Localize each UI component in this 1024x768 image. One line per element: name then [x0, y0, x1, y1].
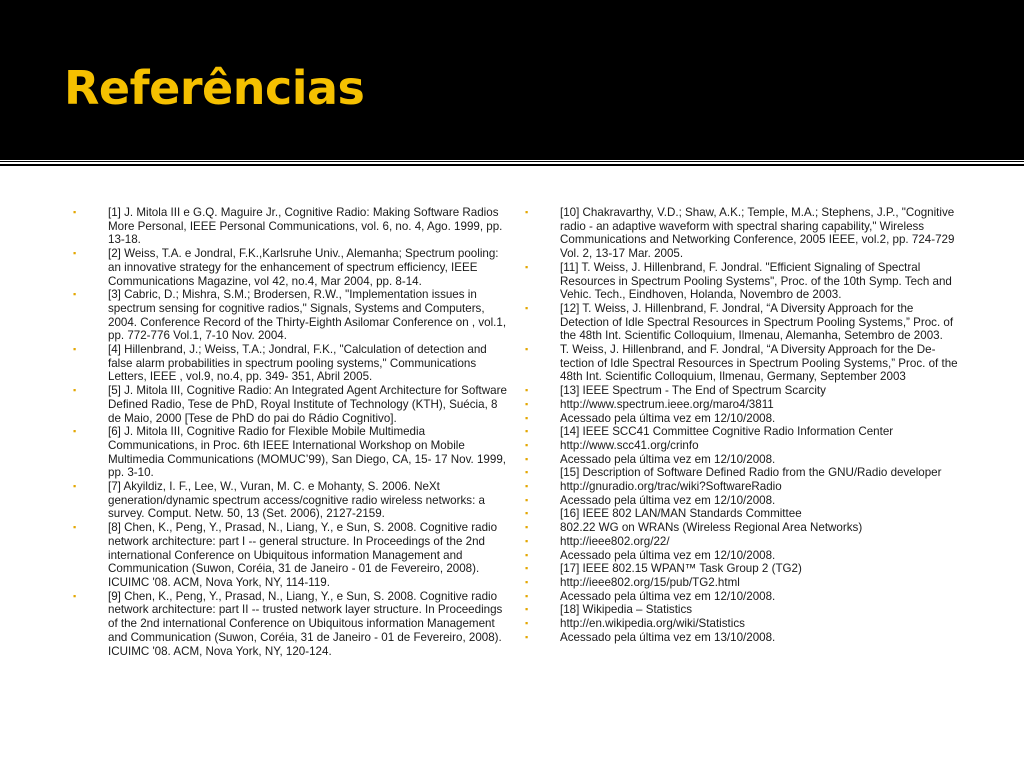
bullet-icon: ▪	[525, 412, 529, 423]
reference-text: [1] J. Mitola III e G.Q. Maguire Jr., Cognitive Radio: Making Software Radios More Personal, IEEE Personal Communications, vol. 6, no. 4, Ago. 1999, pp. 13-18.	[108, 206, 503, 247]
bullet-icon: ▪	[525, 494, 529, 505]
reference-item	[70, 288, 512, 343]
reference-list-left	[70, 206, 512, 658]
reference-text: http://ieee802.org/22/	[560, 534, 670, 548]
bullet-icon: ▪	[525, 439, 529, 450]
bullet-icon: ▪	[525, 618, 529, 629]
reference-item	[522, 439, 964, 453]
reference-text: http://www.scc41.org/crinfo	[560, 438, 699, 452]
reference-item	[522, 562, 964, 576]
reference-text: [7] Akyildiz, I. F., Lee, W., Vuran, M. C. e Mohanty, S. 2006. NeXt generation/dynamic spectrum access/cognitive radio wireless networks: a survey. Comput. Netw. 50, 13 (Set. 2006), 2127-2159.	[108, 480, 485, 521]
reference-text: Acessado pela última vez em 13/10/2008.	[560, 630, 776, 644]
bullet-icon: ▪	[525, 549, 529, 560]
bullet-icon: ▪	[73, 344, 77, 355]
reference-text: http://gnuradio.org/trac/wiki?SoftwareRadio	[560, 480, 782, 494]
reference-text: http://ieee802.org/15/pub/TG2.html	[560, 575, 740, 589]
bullet-icon: ▪	[525, 590, 529, 601]
reference-item	[70, 480, 512, 521]
reference-text: 802.22 WG on WRANs (Wireless Regional Area Networks)	[560, 521, 863, 535]
bullet-icon: ▪	[525, 207, 529, 217]
reference-item	[70, 590, 512, 659]
bullet-icon: ▪	[525, 426, 529, 437]
reference-item	[522, 521, 964, 535]
reference-text: [15] Description of Software Defined Radio from the GNU/Radio developer	[560, 466, 942, 480]
reference-text: Acessado pela última vez em 12/10/2008.	[560, 493, 776, 507]
bullet-icon: ▪	[73, 522, 77, 533]
bullet-icon: ▪	[525, 385, 529, 396]
reference-item	[522, 549, 964, 563]
bullet-icon: ▪	[73, 385, 77, 396]
bullet-icon: ▪	[73, 289, 77, 300]
reference-item	[522, 507, 964, 521]
reference-item	[70, 521, 512, 590]
bullet-icon: ▪	[525, 453, 529, 464]
bullet-icon: ▪	[525, 481, 529, 492]
reference-item	[522, 453, 964, 467]
reference-item	[70, 206, 512, 247]
reference-item	[522, 302, 964, 343]
reference-text: [9] Chen, K., Peng, Y., Prasad, N., Liang, Y., e Sun, S. 2008. Cognitive radio network architecture: part II -- trusted network layer structure. In Proceedings of the 2nd international Conference on Ubiquitous information Management and Communication (Suwon, Coréia, 31 de Janeiro - 01 de Fevereiro, 2008). ICUIMC '08. ACM, Nova York, NY, 120-124.	[108, 589, 503, 658]
reference-text: [5] J. Mitola III, Cognitive Radio: An Integrated Agent Architecture for Software Defined Radio, Tese de PhD, Royal Institute of Technology (KTH), Suécia, 8 de Maio, 2000 [Tese de PhD do pai do Rádio Cognitivo].	[108, 384, 507, 425]
bullet-icon: ▪	[525, 576, 529, 587]
reference-item	[522, 343, 964, 384]
reference-text: Acessado pela última vez em 12/10/2008.	[560, 589, 776, 603]
bullet-icon: ▪	[73, 426, 77, 437]
reference-text: [14] IEEE SCC41 Committee Cognitive Radio Information Center	[560, 425, 894, 439]
reference-item	[522, 494, 964, 508]
references-left-column	[70, 206, 512, 658]
slide-title: Referências	[64, 61, 365, 115]
bullet-icon: ▪	[525, 563, 529, 574]
reference-list-right	[522, 206, 964, 645]
title-divider-thick	[0, 164, 1024, 166]
reference-item	[522, 425, 964, 439]
bullet-icon: ▪	[525, 344, 529, 355]
reference-text: [16] IEEE 802 LAN/MAN Standards Committee	[560, 507, 802, 521]
reference-text: [2] Weiss, T.A. e Jondral, F.K.,Karlsruhe Univ., Alemanha; Spectrum pooling: an innovative strategy for the enhancement of spectrum efficiency, IEEE Communications Magazine, vol 42, no.4, Mar 2004, pp. 8-14.	[108, 247, 499, 288]
references-right-column	[522, 206, 964, 645]
reference-item	[522, 261, 964, 302]
reference-text: Acessado pela última vez em 12/10/2008.	[560, 411, 776, 425]
reference-text: [10] Chakravarthy, V.D.; Shaw, A.K.; Temple, M.A.; Stephens, J.P., "Cognitive radio - an adaptive waveform with spectral sharing capability," Wireless Communications and Networking Conference, 2005 IEEE, vol.2, pp. 724-729 Vol. 2, 13-17 Mar. 2005.	[560, 206, 955, 261]
reference-item	[522, 412, 964, 426]
bullet-icon: ▪	[525, 631, 529, 642]
bullet-icon: ▪	[525, 604, 529, 615]
reference-text: http://en.wikipedia.org/wiki/Statistics	[560, 617, 745, 631]
reference-item	[70, 425, 512, 480]
bullet-icon: ▪	[73, 481, 77, 492]
reference-item	[522, 535, 964, 549]
reference-item	[522, 576, 964, 590]
reference-text: Acessado pela última vez em 12/10/2008.	[560, 548, 776, 562]
reference-item	[70, 384, 512, 425]
bullet-icon: ▪	[73, 207, 77, 217]
reference-item	[522, 480, 964, 494]
reference-item	[522, 384, 964, 398]
title-divider-thin	[0, 161, 1024, 162]
bullet-icon: ▪	[525, 508, 529, 519]
bullet-icon: ▪	[525, 535, 529, 546]
reference-text: [12] T. Weiss, J. Hillenbrand, F. Jondral, “A Diversity Approach for the Detection of Idle Spectral Resources in Spectrum Pooling Systems,” Proc. of the 48th Int. Scientific Colloquium, Ilmenau, Alemanha, Setembro de 2003.	[560, 301, 954, 343]
reference-item	[522, 617, 964, 631]
reference-item	[522, 590, 964, 604]
reference-text: [4] Hillenbrand, J.; Weiss, T.A.; Jondral, F.K., "Calculation of detection and false alarm probabilities in spectrum pooling systems," Communications Letters, IEEE , vol.9, no.4, pp. 349- 351, Abril 2005.	[108, 343, 487, 384]
bullet-icon: ▪	[525, 467, 529, 478]
reference-item	[522, 398, 964, 412]
bullet-icon: ▪	[525, 302, 529, 313]
reference-item	[522, 206, 964, 261]
bullet-icon: ▪	[73, 248, 77, 259]
reference-text: T. Weiss, J. Hillenbrand, and F. Jondral, “A Diversity Approach for the De- tection of Idle Spectral Resources in Spectrum Pooling Systems,” Proc. of the 48th Int. Scientific Colloquium, Ilmenau, Germany, September 2003	[560, 343, 958, 384]
reference-text: [6] J. Mitola III, Cognitive Radio for Flexible Mobile Multimedia Communications, in Proc. 6th IEEE International Workshop on Mobile Multimedia Communications (MOMUC’99), San Diego, CA, 15- 17 Nov. 1999, pp. 3-10.	[108, 425, 506, 480]
reference-item	[70, 247, 512, 288]
reference-text: [11] T. Weiss, J. Hillenbrand, F. Jondral. "Efficient Signaling of Spectral Resources in Spectrum Pooling Systems", Proc. of the 10th Symp. Tech and Vehic. Tech., Eindhoven, Holanda, Novembro de 2003.	[560, 260, 952, 302]
bullet-icon: ▪	[525, 398, 529, 409]
reference-item	[522, 631, 964, 645]
reference-item	[70, 343, 512, 384]
title-bar	[0, 0, 1024, 160]
reference-item	[522, 603, 964, 617]
reference-text: http://www.spectrum.ieee.org/maro4/3811	[560, 397, 774, 411]
reference-text: [13] IEEE Spectrum - The End of Spectrum Scarcity	[560, 384, 826, 398]
bullet-icon: ▪	[525, 522, 529, 533]
reference-text: [8] Chen, K., Peng, Y., Prasad, N., Liang, Y., e Sun, S. 2008. Cognitive radio network architecture: part I -- general structure. In Proceedings of the 2nd international Conference on Ubiquitous information Management and Communication (Suwon, Coréia, 31 de Janeiro - 01 de Fevereiro, 2008). ICUIMC '08. ACM, Nova York, NY, 114-119.	[108, 521, 498, 589]
reference-text: [17] IEEE 802.15 WPAN™ Task Group 2 (TG2)	[560, 562, 802, 576]
reference-item	[522, 466, 964, 480]
reference-text: [18] Wikipedia – Statistics	[560, 603, 693, 617]
bullet-icon: ▪	[73, 590, 77, 601]
reference-text: Acessado pela última vez em 12/10/2008.	[560, 452, 776, 466]
reference-text: [3] Cabric, D.; Mishra, S.M.; Brodersen, R.W., "Implementation issues in spectrum sensing for cognitive radios," Signals, Systems and Computers, 2004. Conference Record of the Thirty-Eighth Asilomar Conference on , vol.1, pp. 772-776 Vol.1, 7-10 Nov. 2004.	[108, 288, 507, 343]
bullet-icon: ▪	[525, 261, 529, 272]
